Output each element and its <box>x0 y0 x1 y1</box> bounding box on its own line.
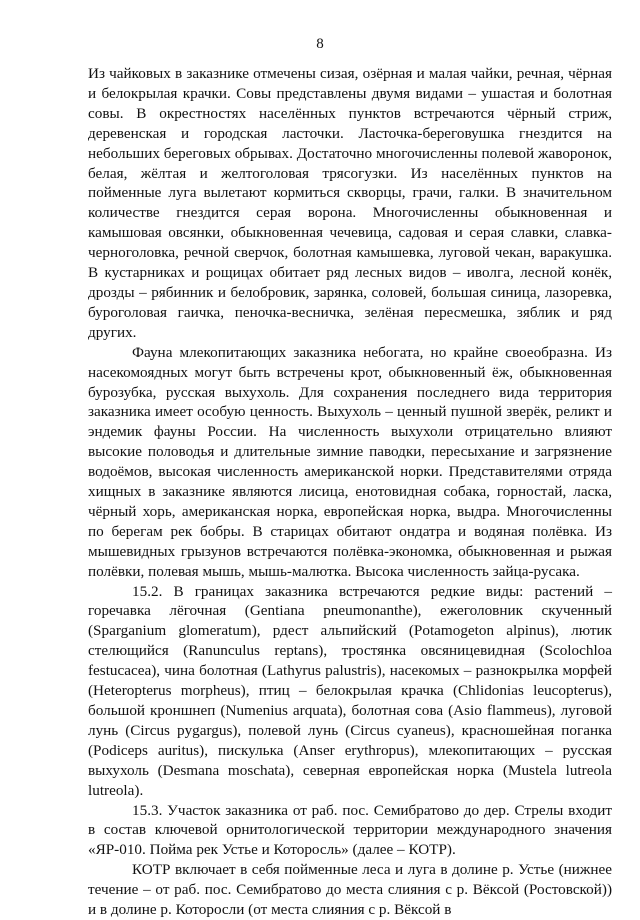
paragraph-section-15-2: 15.2. В границах заказника встречаются редкие виды: растений – горечавка лёгочная (Gentiana pneumonanthe), ежеголовник скученный (Sparganium glomeratum), рдест альпийский (Potamogeton alpinus), лютик стелющийся (Ranunculus reptans), тростянка овсяницевидная (Scolochloa festucacea), чина болотная (Lathyrus palustris), насекомых – разнокрылка морфей (Heteropterus morpheus), птиц – белокрылая крачка (Chlidonias leucopterus), большой кроншнеп (Numenius arquata), болотная сова (Asio flammeus), луговой лунь (Circus pygargus), полевой лунь (Circus cyaneus), красношейная поганка (Podiceps auritus), пискулька (Anser erythropus), млекопитающих – русская выхухоль (Desmana moschata), северная европейская норка (Mustela lutreola lutreola). <box>88 582 612 799</box>
paragraph-mammals: Фауна млекопитающих заказника небогата, но крайне своеобразна. Из насекомоядных могут быть встречены крот, обыкновенный ёж, обыкновенная бурозубка, русская выхухоль. Для сохранения последнего вида территория заказника имеет особую ценность. Выхухоль – ценный пушной зверёк, реликт и эндемик фауны России. На численность выхухоли отрицательно влияют высокие половодья и длительные зимние паводки, пересыхание и загрязнение водоёмов, высокая численность американской норки. Представителями отряда хищных в заказнике являются лисица, енотовидная собака, горностай, ласка, чёрный хорь, американская норка, европейская норка, выдра. Многочисленны по берегам рек бобры. В старицах обитают ондатра и водяная полёвка. Из мышевидных грызунов встречаются полёвка-экономка, обыкновенная и рыжая полёвки, полевая мышь, мышь-малютка. Высока численность зайца-русака. <box>88 343 612 580</box>
page-number: 8 <box>316 36 324 52</box>
paragraph-kotr: КОТР включает в себя пойменные леса и луга в долине р. Устье (нижнее течение – от раб. пос. Семибратово до места слияния с р. Вёксой (Ростовской)) и в долине р. Которосли (от места слияния с р. Вёксой в <box>88 861 612 919</box>
paragraph-birds: Из чайковых в заказнике отмечены сизая, озёрная и малая чайки, речная, чёрная и белокрылая крачки. Совы представлены двумя видами – ушастая и болотная совы. В окрестностях населённых пунктов встречаются чёрный стриж, деревенская и городская ласточки. Ласточка-береговушка гнездится на небольших береговых обрывах. Достаточно многочисленны полевой жаворонок, белая, жёлтая и желтоголовая трясогузки. Из населённых пунктов на пойменные луга вылетают кормиться скворцы, грачи, галки. В значительном количестве гнездится серая ворона. Многочисленны обыкновенная и камышовая овсянки, обыкновенная чечевица, садовая и серая славки, славка-черноголовка, речной сверчок, болотная камышевка, луговой чекан, варакушка. В кустарниках и рощицах обитает ряд лесных видов – иволга, лесной конёк, дрозды – рябинник и белобровик, зарянка, соловей, большая синица, лазоревка, буроголовая гаичка, пеночка-весничка, зелёная пересмешка, зяблик и ряд других. <box>88 65 612 341</box>
document-body <box>88 64 612 920</box>
paragraph-section-15-3: 15.3. Участок заказника от раб. пос. Семибратово до дер. Стрелы входит в состав ключевой орнитологической территории международного значения «ЯР-010. Пойма рек Устье и Которосль» (далее – КОТР). <box>88 801 612 859</box>
